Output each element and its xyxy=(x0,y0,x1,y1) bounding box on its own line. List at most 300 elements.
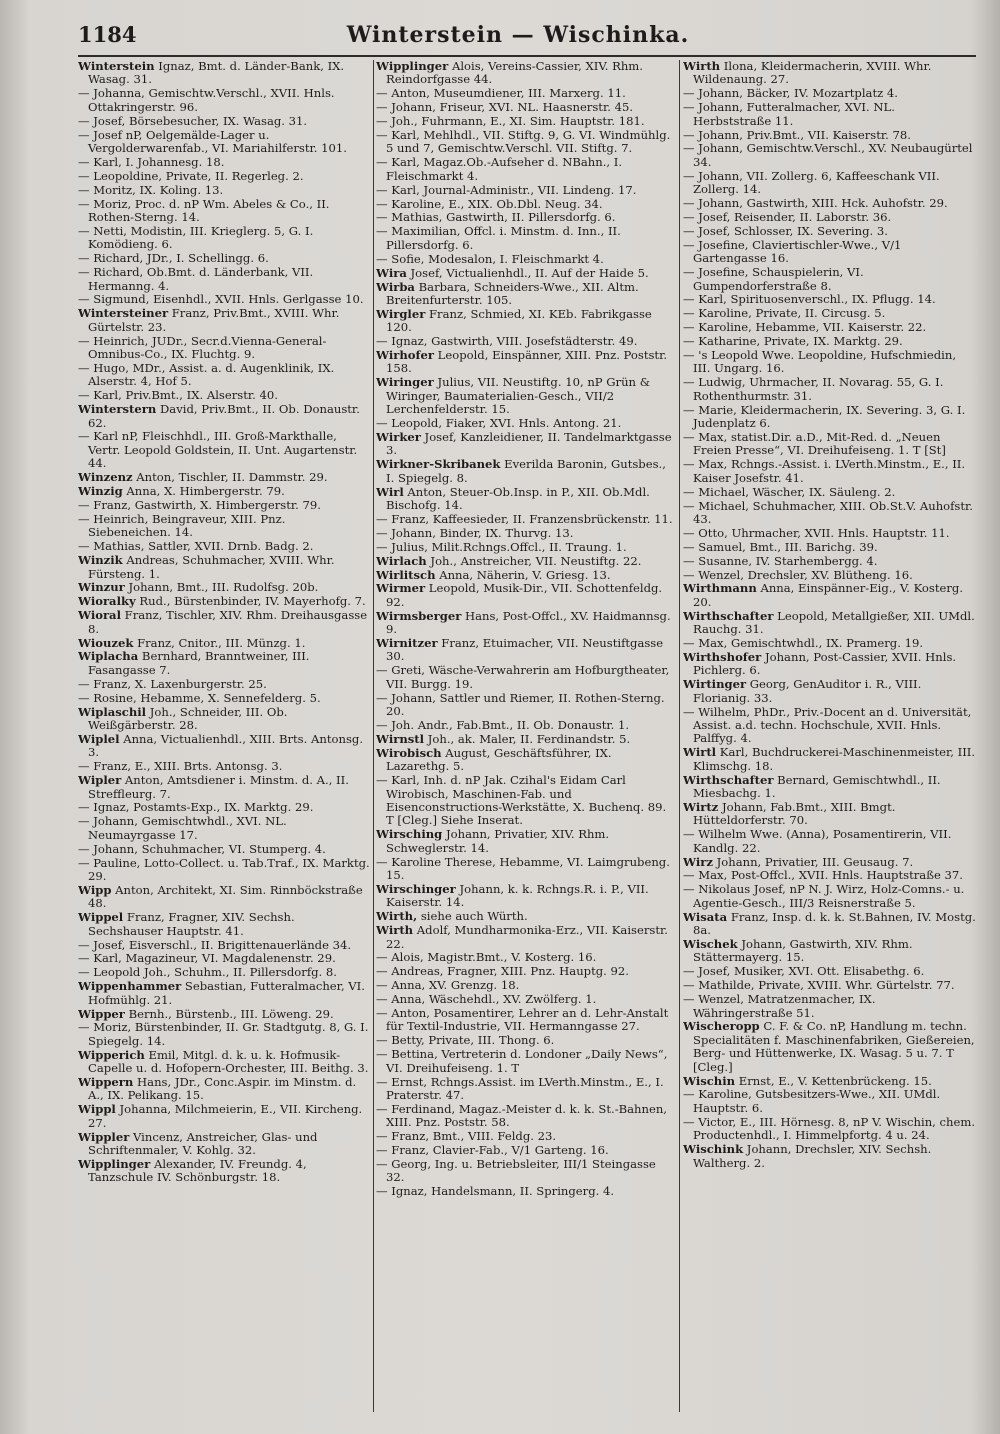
entry-details: — Johann, VII. Zollerg. 6, Kaffeeschank VII. Zollerg. 14. xyxy=(683,168,940,197)
entry-details: Leopold, Musik-Dir., VII. Schottenfeldg. 92. xyxy=(386,581,663,609)
directory-entry xyxy=(683,225,976,238)
entry-details: — Betty, Private, III. Thong. 6. xyxy=(376,1033,555,1048)
entry-surname: Winzenz xyxy=(78,470,133,485)
directory-entry xyxy=(683,101,976,128)
directory-entry xyxy=(78,706,370,733)
entry-surname: Wiplaschil xyxy=(78,704,147,719)
entry-details: — Alois, Magistr.Bmt., V. Kosterg. 16. xyxy=(376,950,597,965)
entry-details: Andreas, Schuhmacher, XVIII. Whr. Fürsteng. 1. xyxy=(88,553,335,581)
entry-details: Johann, Gastwirth, XIV. Rhm. Stättermayerg. 15. xyxy=(693,937,913,965)
directory-entry xyxy=(376,129,675,156)
entry-details: — Ignaz, Gastwirth, VIII. Josefstädterstr. 49. xyxy=(376,334,638,349)
entry-details: — Josef, Musiker, XVI. Ott. Elisabethg. 6. xyxy=(683,964,925,979)
entry-surname: Wirlach xyxy=(376,553,427,568)
entry-details: — Karl, Magaz.Ob.-Aufseher d. NBahn., I. Fleischmarkt 4. xyxy=(376,155,623,183)
entry-surname: Wippern xyxy=(78,1075,134,1090)
entry-details: — Leopoldine, Private, II. Regerleg. 2. xyxy=(78,168,304,183)
entry-details: — Johann, Gemischtw.Verschl., XV. Neubaugürtel 34. xyxy=(683,141,973,169)
entry-details: — Max, Gemischtwhdl., IX. Pramerg. 19. xyxy=(683,636,924,651)
directory-entry xyxy=(683,266,976,293)
directory-entry xyxy=(78,692,370,705)
entry-details: Sebastian, Futteralmacher, VI. Hofmühlg. 21. xyxy=(88,979,365,1007)
entry-details: — Rosine, Hebamme, X. Sennefelderg. 5. xyxy=(78,690,321,705)
entry-surname: Wippenhammer xyxy=(78,979,182,994)
directory-entry xyxy=(78,980,370,1007)
entry-details: — Karl, Inh. d. nP Jak. Czihal's Eidam Carl Wirobisch, Maschinen-Fab. und Eisenconstructions-Werkstätte, X. Buchenq. 89. T [Cleg.] Siehe Inserat. xyxy=(376,773,667,828)
directory-entry xyxy=(683,349,976,376)
directory-entry xyxy=(78,156,370,169)
directory-entry xyxy=(78,225,370,252)
directory-entry xyxy=(683,321,976,334)
entry-details: — Karl, Spirituosenverschl., IX. Pflugg. 14. xyxy=(683,292,936,307)
entry-details: — Maximilian, Offcl. i. Minstm. d. Inn., II. Pillersdorfg. 6. xyxy=(376,224,621,252)
entry-details: — Karoline, Gutsbesitzers-Wwe., XII. UMdl. Hauptstr. 6. xyxy=(683,1087,941,1115)
directory-entry xyxy=(78,733,370,760)
directory-entry xyxy=(78,513,370,540)
column-2 xyxy=(376,60,675,1412)
directory-entry xyxy=(376,211,675,224)
directory-entry xyxy=(78,595,370,608)
entry-details: — 's Leopold Wwe. Leopoldine, Hufschmiedin, III. Ungarg. 16. xyxy=(683,348,957,376)
entry-details: — Anna, XV. Grenzg. 18. xyxy=(376,978,520,993)
directory-entry xyxy=(683,610,976,637)
directory-entry xyxy=(78,1021,370,1048)
entry-surname: Wirthshofer xyxy=(683,649,762,664)
entry-surname: Wirth xyxy=(683,60,721,73)
directory-entry xyxy=(683,774,976,801)
directory-entry xyxy=(376,951,675,964)
directory-entry xyxy=(683,142,976,169)
entry-details: — Josefine, Schauspielerin, VI. Gumpendorferstraße 8. xyxy=(683,265,864,293)
entry-details: — Leopold, Fiaker, XVI. Hnls. Antong. 21. xyxy=(376,416,622,431)
entry-details: Anton, Tischler, II. Dammstr. 29. xyxy=(132,470,328,485)
entry-details: — Johann, Gastwirth, XIII. Hck. Auhofstr. 29. xyxy=(683,196,948,211)
entry-details: Johann, Post-Cassier, XVII. Hnls. Pichlerg. 6. xyxy=(693,649,957,678)
entry-details: Julius, VII. Neustiftg. 10, nP Grün & Wiringer, Baumaterialien-Gesch., VII/2 Lerchenfelderstr. 15. xyxy=(386,375,651,417)
entry-details: Josef, Victualienhdl., II. Auf der Haide 5. xyxy=(406,265,649,280)
entry-details: — Moriz, Proc. d. nP Wm. Abeles & Co., II. Rothen-Sterng. 14. xyxy=(78,196,330,224)
directory-entry xyxy=(376,1103,675,1130)
entry-surname: Wirth xyxy=(376,923,414,938)
directory-entry xyxy=(376,87,675,100)
entry-details: — Andreas, Fragner, XIII. Pnz. Hauptg. 92. xyxy=(376,964,629,979)
directory-entry xyxy=(78,609,370,636)
directory-entry xyxy=(683,706,976,746)
entry-details: Adolf, Mundharmonika-Erz., VII. Kaiserstr. 22. xyxy=(386,923,668,951)
directory-entry xyxy=(78,843,370,856)
directory-entry xyxy=(376,828,675,855)
entry-surname: Winzur xyxy=(78,580,125,595)
directory-entry xyxy=(683,651,976,678)
page-title: Winterstein — Wischinka. xyxy=(346,22,690,48)
entry-surname: Winzig xyxy=(78,484,123,499)
entry-details: — Ignaz, Handelsmann, II. Springerg. 4. xyxy=(376,1184,615,1199)
entry-details: — Bettina, Vertreterin d. Londoner „Daily News“, VI. Dreihufeiseng. 1. T xyxy=(376,1047,668,1075)
column-divider xyxy=(373,60,374,1412)
entry-details: Hans, JDr., Conc.Aspir. im Minstm. d. A., IX. Pelikang. 15. xyxy=(88,1075,357,1103)
entry-details: — Josef, Reisender, II. Laborstr. 36. xyxy=(683,209,892,224)
directory-entry xyxy=(376,1185,675,1198)
entry-details: Anton, Amtsdiener i. Minstm. d. A., II. Streffleurg. 7. xyxy=(88,773,349,801)
directory-entry xyxy=(78,198,370,225)
directory-entry xyxy=(78,1158,370,1185)
entry-details: Hans, Post-Offcl., XV. Haidmannsg. 9. xyxy=(386,608,671,637)
entry-details: — Franz, Kaffeesieder, II. Franzensbrückenstr. 11. xyxy=(376,511,673,526)
directory-entry xyxy=(376,883,675,910)
directory-entry xyxy=(376,156,675,183)
directory-entry xyxy=(376,719,675,732)
entry-surname: Wirschinger xyxy=(376,881,456,896)
directory-entry xyxy=(376,527,675,540)
entry-details: Georg, GenAuditor i. R., VIII. Florianig. 33. xyxy=(693,677,922,705)
entry-details: Franz, Etuimacher, VII. Neustiftgasse 30. xyxy=(386,636,664,664)
entry-surname: Wirgler xyxy=(376,306,426,321)
directory-entry xyxy=(683,500,976,527)
entry-details: — Karoline, Hebamme, VII. Kaiserstr. 22. xyxy=(683,320,927,335)
directory-entry xyxy=(683,828,976,855)
directory-entry xyxy=(78,774,370,801)
entry-surname: Winterstein xyxy=(78,60,155,73)
entry-details: — Moriz, Bürstenbinder, II. Gr. Stadtgutg. 8, G. I. Spiegelg. 14. xyxy=(78,1020,369,1048)
directory-entry xyxy=(376,747,675,774)
entry-surname: Wischink xyxy=(683,1142,744,1157)
entry-surname: Wirlitsch xyxy=(376,567,436,582)
entry-details: Johann, Bmt., III. Rudolfsg. 20b. xyxy=(124,580,319,595)
column-divider xyxy=(679,60,680,1412)
directory-entry xyxy=(78,554,370,581)
directory-entry xyxy=(376,60,675,87)
entry-details: — Johann, Futteralmacher, XVI. NL. Herbststraße 11. xyxy=(683,100,895,128)
entry-details: — Heinrich, Beingraveur, XIII. Pnz. Siebeneichen. 14. xyxy=(78,511,286,540)
entry-details: — Johann, Binder, IX. Thurvg. 13. xyxy=(376,525,574,540)
entry-surname: Wippl xyxy=(78,1102,116,1117)
entry-details: — Heinrich, JUDr., Secr.d.Vienna-General-Omnibus-Co., IX. Fluchtg. 9. xyxy=(78,333,327,362)
directory-entry xyxy=(78,170,370,183)
entry-details: — Max, Post-Offcl., XVII. Hnls. Hauptstraße 37. xyxy=(683,868,963,883)
directory-entry xyxy=(683,239,976,266)
directory-entry xyxy=(376,733,675,746)
entry-details: — Ernst, Rchngs.Assist. im LVerth.Minstm., E., I. Praterstr. 47. xyxy=(376,1074,664,1102)
entry-surname: Wisata xyxy=(683,909,728,924)
directory-entry xyxy=(683,678,976,705)
entry-details: Franz, Schmied, XI. KEb. Fabrikgasse 120. xyxy=(386,306,652,335)
entry-details: — Franz, E., XIII. Brts. Antonsg. 3. xyxy=(78,759,283,774)
directory-entry xyxy=(683,486,976,499)
directory-entry xyxy=(376,349,675,376)
entry-details: — Franz, Bmt., VIII. Feldg. 23. xyxy=(376,1129,557,1144)
directory-entry xyxy=(683,60,976,87)
directory-entry xyxy=(376,308,675,335)
entry-surname: Wioralky xyxy=(78,594,136,609)
entry-details: — Richard, JDr., I. Schellingg. 6. xyxy=(78,251,269,266)
entry-details: — Mathias, Sattler, XVII. Drnb. Badg. 2. xyxy=(78,539,314,554)
entry-details: — Max, statist.Dir. a.D., Mit-Red. d. „Neuen Freien Presse“, VI. Dreihufeiseng. 1. T [St] xyxy=(683,429,946,458)
entry-surname: Wirnstl xyxy=(376,731,425,746)
entry-details: — Wenzel, Matratzenmacher, IX. Währingerstraße 51. xyxy=(683,992,876,1020)
entry-details: Franz, Insp. d. k. k. St.Bahnen, IV. Mostg. 8a. xyxy=(693,909,976,938)
entry-details: — Mathilde, Private, XVIII. Whr. Gürtelstr. 77. xyxy=(683,978,955,993)
page-header xyxy=(78,22,958,52)
directory-entry xyxy=(78,307,370,334)
entry-details: Anton, Steuer-Ob.Insp. in P., XII. Ob.Mdl. Bischofg. 14. xyxy=(386,484,650,512)
directory-entry xyxy=(78,637,370,650)
directory-entry xyxy=(376,267,675,280)
entry-details: — Michael, Schuhmacher, XIII. Ob.St.V. Auhofstr. 43. xyxy=(683,498,973,526)
entry-surname: Winterstern xyxy=(78,402,157,417)
directory-entry xyxy=(78,1008,370,1021)
directory-entry xyxy=(683,170,976,197)
entry-surname: Wintersteiner xyxy=(78,306,169,321)
directory-entry xyxy=(376,1007,675,1034)
directory-entry xyxy=(683,1088,976,1115)
entry-details: — Josef, Schlosser, IX. Severing. 3. xyxy=(683,223,888,238)
entry-details: — Johann, Friseur, XVI. NL. Haasnerstr. 45. xyxy=(376,100,634,115)
entry-details: — Sofie, Modesalon, I. Fleischmarkt 4. xyxy=(376,251,604,266)
entry-details: Joh., ak. Maler, II. Ferdinandstr. 5. xyxy=(424,731,631,746)
column-3 xyxy=(683,60,976,1412)
directory-entry xyxy=(78,884,370,911)
entry-details: Ilona, Kleidermacherin, XVIII. Whr. Wildenaung. 27. xyxy=(693,60,932,87)
directory-entry xyxy=(376,253,675,266)
directory-entry xyxy=(683,1116,976,1143)
entry-surname: Wirba xyxy=(376,279,415,294)
entry-details: — Josef nP, Oelgemälde-Lager u. Vergolderwarenfab., VI. Mariahilferstr. 101. xyxy=(78,127,347,155)
entry-surname: Wirtl xyxy=(683,745,717,760)
directory-entry xyxy=(376,101,675,114)
directory-entry xyxy=(376,610,675,637)
directory-entry xyxy=(376,979,675,992)
directory-entry xyxy=(683,746,976,773)
entry-details: — Georg, Ing. u. Betriebsleiter, III/1 Steingasse 32. xyxy=(376,1157,656,1185)
entry-details: — Franz, X. Laxenburgerstr. 25. xyxy=(78,676,267,691)
entry-details: — Joh. Andr., Fab.Bmt., II. Ob. Donaustr. 1. xyxy=(376,718,630,732)
header-rule xyxy=(78,55,976,57)
directory-entry xyxy=(683,129,976,142)
entry-details: Johann, Fab.Bmt., XIII. Bmgt. Hütteldorferstr. 70. xyxy=(693,799,896,828)
directory-entry xyxy=(376,198,675,211)
entry-details: — Mathias, Gastwirth, II. Pillersdorfg. 6. xyxy=(376,210,616,225)
directory-entry xyxy=(683,938,976,965)
entry-details: Bernhard, Branntweiner, III. Fasangasse 7. xyxy=(88,649,310,677)
directory-entry xyxy=(78,952,370,965)
directory-entry xyxy=(78,389,370,402)
entry-details: — Karl, I. Johannesg. 18. xyxy=(78,154,225,169)
entry-details: Karl, Buchdruckerei-Maschinenmeister, III. Klimschg. 18. xyxy=(693,745,976,773)
entry-surname: Wirhofer xyxy=(376,348,434,363)
entry-details: Johann, k. k. Rchngs.R. i. P., VII. Kaiserstr. 14. xyxy=(386,881,649,910)
entry-details: — Marie, Kleidermacherin, IX. Severing. 3, G. I. Judenplatz 6. xyxy=(683,402,966,431)
entry-details: — Josef, Eisverschl., II. Brigittenauerlände 34. xyxy=(78,937,352,952)
entry-details: Franz, Fragner, XIV. Sechsh. Sechshauser Hauptstr. 41. xyxy=(88,910,295,938)
directory-entry xyxy=(78,87,370,114)
directory-entry xyxy=(78,266,370,293)
entry-surname: Wipp xyxy=(78,882,112,897)
entry-details: Ernst, E., V. Kettenbrückeng. 15. xyxy=(735,1073,932,1088)
directory-entry xyxy=(683,965,976,978)
directory-entry xyxy=(376,965,675,978)
entry-details: — Michael, Wäscher, IX. Säuleng. 2. xyxy=(683,484,896,499)
entry-details: — Leopold Joh., Schuhm., II. Pillersdorfg. 8. xyxy=(78,965,337,980)
directory-entry xyxy=(78,911,370,938)
directory-entry xyxy=(376,555,675,568)
entry-details: — Wilhelm Wwe. (Anna), Posamentirerin, VII. Kandlg. 22. xyxy=(683,827,952,855)
entry-details: — Ludwig, Uhrmacher, II. Novarag. 55, G. I. Rothenthurmstr. 31. xyxy=(683,375,944,403)
entry-surname: Wirnitzer xyxy=(376,636,438,651)
directory-entry xyxy=(78,801,370,814)
entry-surname: Wirthmann xyxy=(683,581,757,596)
entry-details: — Karoline, E., XIX. Ob.Dbl. Neug. 34. xyxy=(376,196,603,211)
entry-details: — Max, Rchngs.-Assist. i. LVerth.Minstm., E., II. Kaiser Josefstr. 41. xyxy=(683,457,966,485)
entry-surname: Winzik xyxy=(78,553,123,568)
directory-entry xyxy=(78,115,370,128)
entry-details: Franz, Tischler, XIV. Rhm. Dreihausgasse 8. xyxy=(88,608,368,636)
entry-details: siehe auch Würth. xyxy=(417,909,528,924)
entry-surname: Wippel xyxy=(78,910,124,925)
entry-details: — Anna, Wäschehdl., XV. Zwölferg. 1. xyxy=(376,992,597,1007)
directory-entry xyxy=(78,966,370,979)
directory-entry xyxy=(683,404,976,431)
entry-details: — Josefine, Claviertischler-Wwe., V/1 Gartengasse 16. xyxy=(683,237,902,266)
entry-details: Everilda Baronin, Gutsbes., I. Spiegelg. 8. xyxy=(386,457,666,485)
entry-details: — Franz, Gastwirth, X. Himbergerstr. 79. xyxy=(78,498,321,512)
entry-details: Joh., Anstreicher, VII. Neustiftg. 22. xyxy=(426,553,642,568)
entry-details: — Susanne, IV. Starhembergg. 4. xyxy=(683,553,878,568)
directory-entry xyxy=(78,760,370,773)
entry-details: — Anton, Museumdiener, III. Marxerg. 11. xyxy=(376,86,626,101)
directory-entry xyxy=(683,293,976,306)
entry-details: Leopold, Einspänner, XIII. Pnz. Poststr. 158. xyxy=(386,348,668,376)
entry-details: — Johann, Schuhmacher, VI. Stumperg. 4. xyxy=(78,841,326,856)
entry-details: — Johann, Bäcker, IV. Mozartplatz 4. xyxy=(683,86,898,101)
directory-entry xyxy=(683,541,976,554)
directory-entry xyxy=(78,1049,370,1076)
directory-entry xyxy=(78,430,370,470)
directory-entry xyxy=(683,431,976,458)
entry-details: Alois, Vereins-Cassier, XIV. Rhm. Reindorfgasse 44. xyxy=(386,60,643,87)
entry-details: — Karl, Magazineur, VI. Magdalenenstr. 29. xyxy=(78,951,336,966)
directory-entry xyxy=(376,1130,675,1143)
entry-surname: Wiplel xyxy=(78,731,120,746)
directory-entry xyxy=(683,307,976,320)
directory-entry xyxy=(683,911,976,938)
directory-entry xyxy=(376,486,675,513)
entry-details: — Katharine, Private, IX. Marktg. 29. xyxy=(683,334,903,349)
directory-entry xyxy=(683,527,976,540)
directory-entry xyxy=(683,87,976,100)
directory-entry xyxy=(78,293,370,306)
directory-entry xyxy=(376,431,675,458)
entry-surname: Wiouzek xyxy=(78,635,134,650)
directory-entry xyxy=(78,1076,370,1103)
directory-entry xyxy=(376,856,675,883)
page-number: 1184 xyxy=(78,22,137,47)
entry-details: — Karoline, Private, II. Circusg. 5. xyxy=(683,306,886,321)
entry-details: Anna, X. Himbergerstr. 79. xyxy=(122,484,285,499)
directory-entry xyxy=(376,582,675,609)
entry-details: — Josef, Börsebesucher, IX. Wasag. 31. xyxy=(78,113,308,128)
entry-surname: Wipperich xyxy=(78,1047,145,1062)
entry-surname: Wipler xyxy=(78,773,122,788)
directory-entry xyxy=(683,1020,976,1074)
entry-details: — Otto, Uhrmacher, XVII. Hnls. Hauptstr. 11. xyxy=(683,525,950,540)
entry-details: — Ferdinand, Magaz.-Meister d. k. k. St.-Bahnen, XIII. Pnz. Poststr. 58. xyxy=(376,1101,667,1130)
directory-entry xyxy=(376,993,675,1006)
entry-surname: Wipplinger xyxy=(78,1157,151,1171)
directory-entry xyxy=(78,815,370,842)
directory-entry xyxy=(683,335,976,348)
directory-entry xyxy=(683,637,976,650)
entry-details: — Johanna, Gemischtw.Verschl., XVII. Hnls. Ottakringerstr. 96. xyxy=(78,86,335,114)
directory-entry xyxy=(376,184,675,197)
entry-surname: Wirth, xyxy=(376,909,418,924)
entry-surname: Wirker xyxy=(376,429,421,444)
entry-surname: Wiplacha xyxy=(78,649,139,664)
entry-details: Anna, Einspänner-Eig., V. Kosterg. 20. xyxy=(693,581,964,609)
entry-surname: Wirl xyxy=(376,484,404,499)
directory-entry xyxy=(376,1034,675,1047)
entry-details: Ignaz, Bmt. d. Länder-Bank, IX. Wasag. 31. xyxy=(88,60,345,87)
entry-surname: Wirtz xyxy=(683,799,719,814)
directory-entry xyxy=(683,801,976,828)
directory-entry xyxy=(376,513,675,526)
directory-entry xyxy=(78,499,370,512)
directory-entry xyxy=(78,939,370,952)
entry-details: — Johann, Sattler und Riemer, II. Rothen-Sterng. 20. xyxy=(376,690,665,719)
entry-details: Franz, Cnitor., III. Münzg. 1. xyxy=(133,635,306,650)
entry-details: Anton, Architekt, XI. Sim. Rinnböckstraße 48. xyxy=(88,882,363,911)
directory-entry xyxy=(376,1076,675,1103)
directory-entry xyxy=(78,1103,370,1130)
directory-entry xyxy=(376,281,675,308)
entry-surname: Wippler xyxy=(78,1129,130,1144)
directory-entry xyxy=(376,774,675,828)
directory-entry xyxy=(683,555,976,568)
directory-entry xyxy=(78,678,370,691)
directory-entry xyxy=(78,252,370,265)
entry-surname: Wirobisch xyxy=(376,745,442,760)
entry-details: — Karl, Priv.Bmt., IX. Alserstr. 40. xyxy=(78,388,278,403)
entry-details: David, Priv.Bmt., II. Ob. Donaustr. 62. xyxy=(88,402,360,430)
directory-entry xyxy=(683,582,976,609)
directory-entry xyxy=(78,485,370,498)
directory-entry xyxy=(376,692,675,719)
directory-entry xyxy=(683,569,976,582)
entry-surname: Wipplinger xyxy=(376,60,449,73)
entry-details: August, Geschäftsführer, IX. Lazarethg. 5. xyxy=(386,745,612,774)
entry-details: Johanna, Milchmeierin, E., VII. Kircheng. 27. xyxy=(88,1102,363,1130)
entry-details: Anna, Näherin, V. Griesg. 13. xyxy=(435,567,611,582)
entry-details: — Samuel, Bmt., III. Barichg. 39. xyxy=(683,539,878,554)
entry-details: — Julius, Milit.Rchngs.Offcl., II. Traung. 1. xyxy=(376,539,627,554)
directory-entry xyxy=(78,184,370,197)
entry-details: — Wenzel, Drechsler, XV. Blütheng. 16. xyxy=(683,567,913,582)
entry-details: — Karl, Journal-Administr., VII. Lindeng. 17. xyxy=(376,182,637,197)
entry-surname: Wiringer xyxy=(376,375,434,390)
entry-surname: Wischeropp xyxy=(683,1019,760,1034)
entry-surname: Wischin xyxy=(683,1073,736,1088)
entry-details: C. F. & Co. nP, Handlung m. techn. Specialitäten f. Maschinenfabriken, Gießereien, Berg- und Hüttenwerke, IX. Wasag. 5 u. 7. T [Cleg.] xyxy=(693,1019,975,1074)
entry-surname: Wirz xyxy=(683,854,713,869)
directory-entry xyxy=(78,540,370,553)
entry-details: — Ignaz, Postamts-Exp., IX. Marktg. 29. xyxy=(78,800,314,815)
entry-details: Johann, Privatier, III. Geusaug. 7. xyxy=(712,854,914,869)
entry-details: — Karl, Mehlhdl., VII. Stiftg. 9, G. VI. Windmühlg. 5 und 7, Gemischtw.Verschl. VII. Stiftg. 7. xyxy=(376,128,671,156)
entry-details: — Pauline, Lotto-Collect. u. Tab.Traf., IX. Marktg. 29. xyxy=(78,855,370,883)
directory-entry xyxy=(376,1048,675,1075)
directory-entry xyxy=(683,197,976,210)
directory-entry xyxy=(78,650,370,677)
entry-surname: Wira xyxy=(376,265,407,280)
